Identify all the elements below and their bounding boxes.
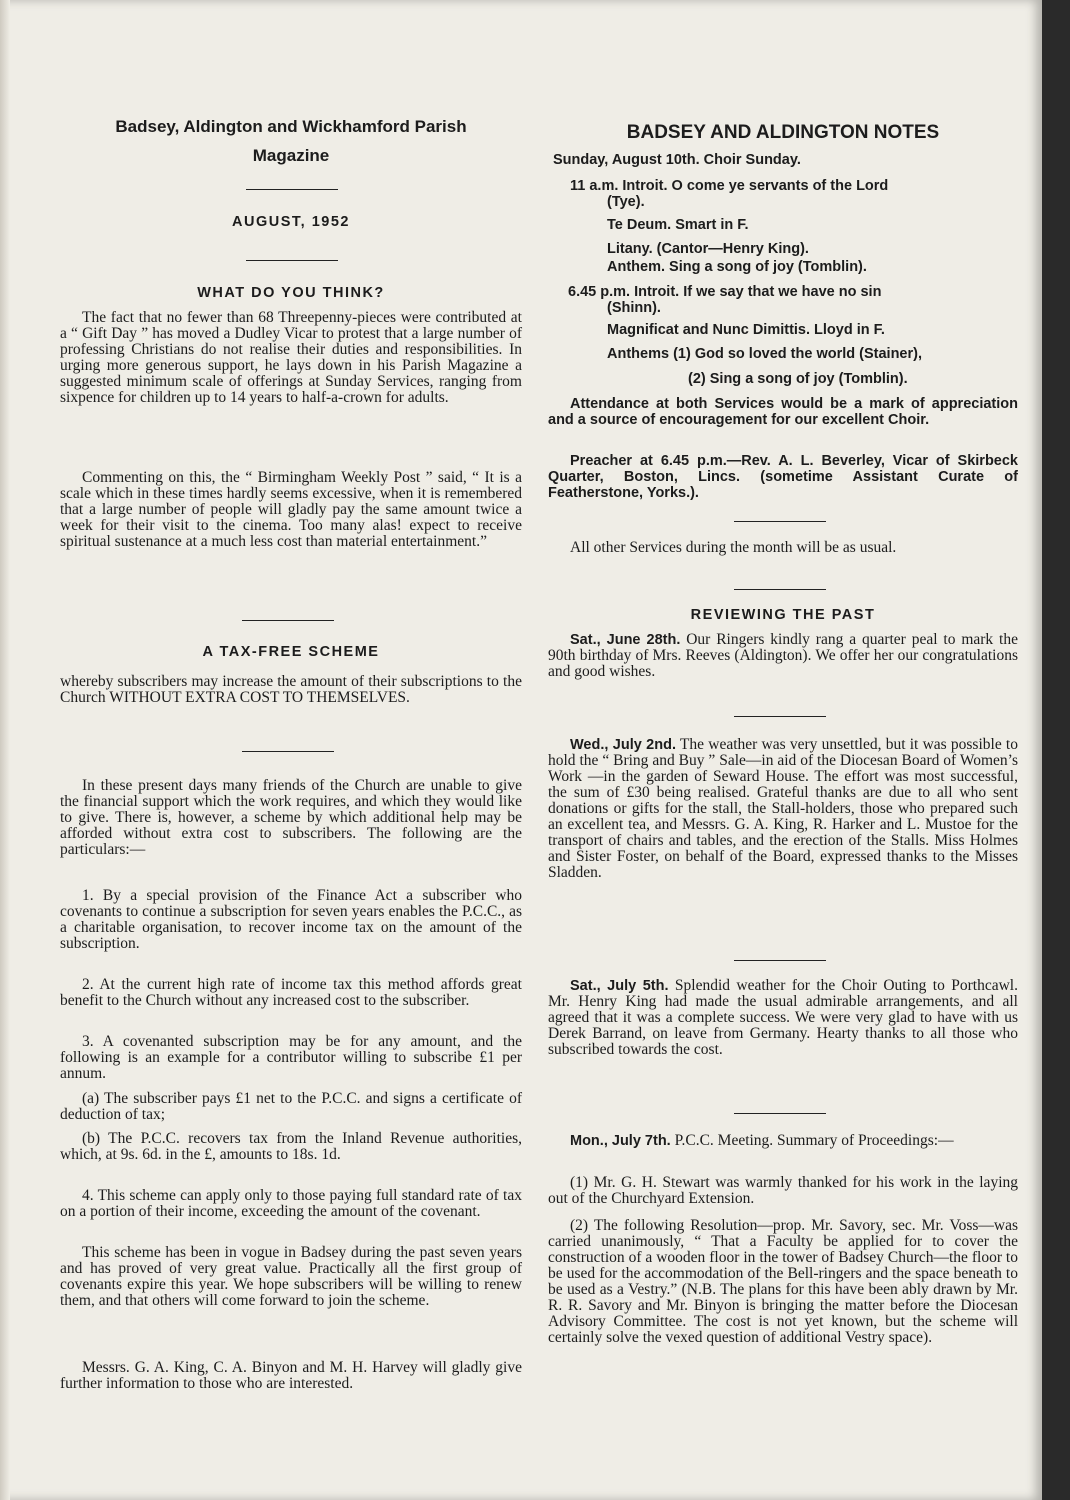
service-line: 6.45 p.m. Introit. If we say that we have no sin [568,284,882,300]
pcc-item-1: (1) Mr. G. H. Stewart was warmly thanked for his work in the laying out of the Churchyard Extension. [548,1174,1018,1207]
service-line: Anthem. Sing a song of joy (Tomblin). [607,259,867,275]
heading-what-do-you-think: WHAT DO YOU THINK? [197,285,385,301]
tax-paragraph-7: 4. This scheme can apply only to those paying full standard rate of tax on a portion of their income, exceeding the amount of the covenant. [60,1187,522,1220]
think-paragraph-2: Commenting on this, the “ Birmingham Weekly Post ” said, “ It is a scale which in these times hardly seems excessive, when it is remembered that a large number of people will gladly pay the same amount twice a week for their visit to the cinema. Too many alas! expect to receive spiritual sustenance at a much less cost than material entertainment.” [60,469,522,550]
review-entry-july-5 [548,978,1018,1058]
notes-title: BADSEY AND ALDINGTON NOTES [626,122,940,143]
service-line: 11 a.m. Introit. O come ye servants of the Lord [570,178,889,194]
magazine-title-line1: Badsey, Aldington and Wickhamford Parish [115,117,467,136]
entry-text: The weather was very unsettled, but it was possible to hold the “ Bring and Buy ” Sale—in aid of the Diocesan Board of Women’s Work —in the garden of Seward House. The effort was most successful, the sum of £30 being realised. Grateful thanks are due to all who sent donations or gifts for the stall, the Stall-holders, those who prepared such an excellent tea, and Messrs. G. A. King, R. Harker and L. Mustoe for the transport of chairs and tables, and the erection of the Stalls. Miss Holmes and Sister Foster, on behalf of the Board, expressed thanks to the Misses Sladden. [548,736,1018,881]
tax-paragraph-5: (a) The subscriber pays £1 net to the P.C.C. and signs a certificate of deduction of tax; [60,1090,522,1123]
heading-tax-free-scheme: A TAX-FREE SCHEME [202,644,380,660]
attendance-note: Attendance at both Services would be a mark of appreciation and a source of encouragement for our excellent Choir. [548,396,1018,428]
service-line: (2) Sing a song of joy (Tomblin). [688,371,908,387]
page-binding [0,0,10,1500]
choir-sunday: Sunday, August 10th. Choir Sunday. [553,152,801,168]
think-paragraph-1: The fact that no fewer than 68 Threepenny-pieces were contributed at a “ Gift Day ” has moved a Dudley Vicar to protest that a large number of professing Christians do not realise their duties and responsibilities. In urging more generous support, he lays down in his Parish Magazine a suggested minimum scale of offerings at Sunday Services, ranging from sixpence for children up to 14 years to half-a-crown for adults. [60,309,522,406]
divider [734,589,826,590]
entry-date: Wed., July 2nd. [570,737,676,753]
divider [242,751,334,752]
entry-date: Sat., June 28th. [570,632,681,648]
service-line: (Shinn). [607,300,661,316]
divider [734,960,826,961]
magazine-title [60,112,522,170]
tax-paragraph-9: Messrs. G. A. King, C. A. Binyon and M. H. Harvey will gladly give further information to those who are interested. [60,1359,522,1392]
divider [242,620,334,621]
review-entry-july-2 [548,737,1018,881]
divider [734,1113,826,1114]
review-entry-june-28 [548,632,1018,680]
other-services: All other Services during the month will be as usual. [570,539,897,556]
service-line: Litany. (Cantor—Henry King). [607,241,809,257]
tax-intro: whereby subscribers may increase the amount of their subscriptions to the Church WITHOUT EXTRA COST TO THEMSELVES. [60,673,522,706]
divider [246,260,338,261]
divider [734,521,826,522]
entry-text: Our Ringers kindly rang a quarter peal to mark the 90th birthday of Mrs. Reeves (Aldington). We offer her our congratulations and good wishes. [548,631,1018,680]
divider [246,189,338,190]
tax-paragraph-4: 3. A covenanted subscription may be for any amount, and the following is an example for a contributor willing to subscribe £1 per annum. [60,1033,522,1082]
entry-date: Sat., July 5th. [570,978,669,994]
service-line: Anthems (1) God so loved the world (Stainer), [607,346,922,362]
entry-date: Mon., July 7th. [570,1133,671,1149]
issue-date: AUGUST, 1952 [232,214,350,230]
tax-paragraph-6: (b) The P.C.C. recovers tax from the Inland Revenue authorities, which, at 9s. 6d. in the £, amounts to 18s. 1d. [60,1130,522,1163]
tax-paragraph-2: 1. By a special provision of the Finance Act a subscriber who covenants to continue a subscription for seven years enables the P.C.C., as a charitable organisation, to recover income tax on the amount of the subscription. [60,887,522,952]
service-line: Te Deum. Smart in F. [607,217,749,233]
pcc-item-2: (2) The following Resolution—prop. Mr. Savory, sec. Mr. Voss—was carried unanimously, “ That a Faculty be applied for to cover the construction of a wooden floor in the tower of Badsey Church—the floor to be used for the accommodation of the Bell-ringers and the space beneath to be used as a Vestry.” (N.B. The plans for this have been ably drawn by Mr. R. R. Savory and Mr. Binyon is bringing the matter before the Diocesan Advisory Committee. The cost is not yet known, but the scheme will certainly solve the vexed question of additional Vestry space). [548,1217,1018,1346]
service-line: (Tye). [607,194,645,210]
entry-text: P.C.C. Meeting. Summary of Proceedings:— [670,1132,954,1149]
divider [734,716,826,717]
tax-paragraph-1: In these present days many friends of the Church are unable to give the financial support which the work requires, and which they would like to give. There is, however, a scheme by which additional help may be afforded without extra cost to subscribers. The following are the particulars:— [60,777,522,858]
review-entry-july-7 [548,1133,1018,1149]
tax-paragraph-3: 2. At the current high rate of income tax this method affords great benefit to the Church without any increased cost to the subscriber. [60,976,522,1009]
service-line: Magnificat and Nunc Dimittis. Lloyd in F. [607,322,885,338]
preacher-note: Preacher at 6.45 p.m.—Rev. A. L. Beverley, Vicar of Skirbeck Quarter, Boston, Lincs. (sometime Assistant Curate of Featherstone, Yorks.). [548,453,1018,501]
magazine-title-line2: Magazine [252,146,330,165]
entry-text: Splendid weather for the Choir Outing to Porthcawl. Mr. Henry King had made the usual admirable arrangements, and all agreed that it was a complete success. We were very glad to have with us Derek Barrand, on leave from Germany. Hearty thanks to all those who subscribed towards the cost. [548,977,1018,1058]
heading-reviewing-the-past: REVIEWING THE PAST [690,607,876,623]
tax-paragraph-8: This scheme has been in vogue in Badsey during the past seven years and has proved of very great value. Practically all the first group of covenants expire this year. We hope subscribers will be willing to renew them, and that others will come forward to join the scheme. [60,1244,522,1309]
